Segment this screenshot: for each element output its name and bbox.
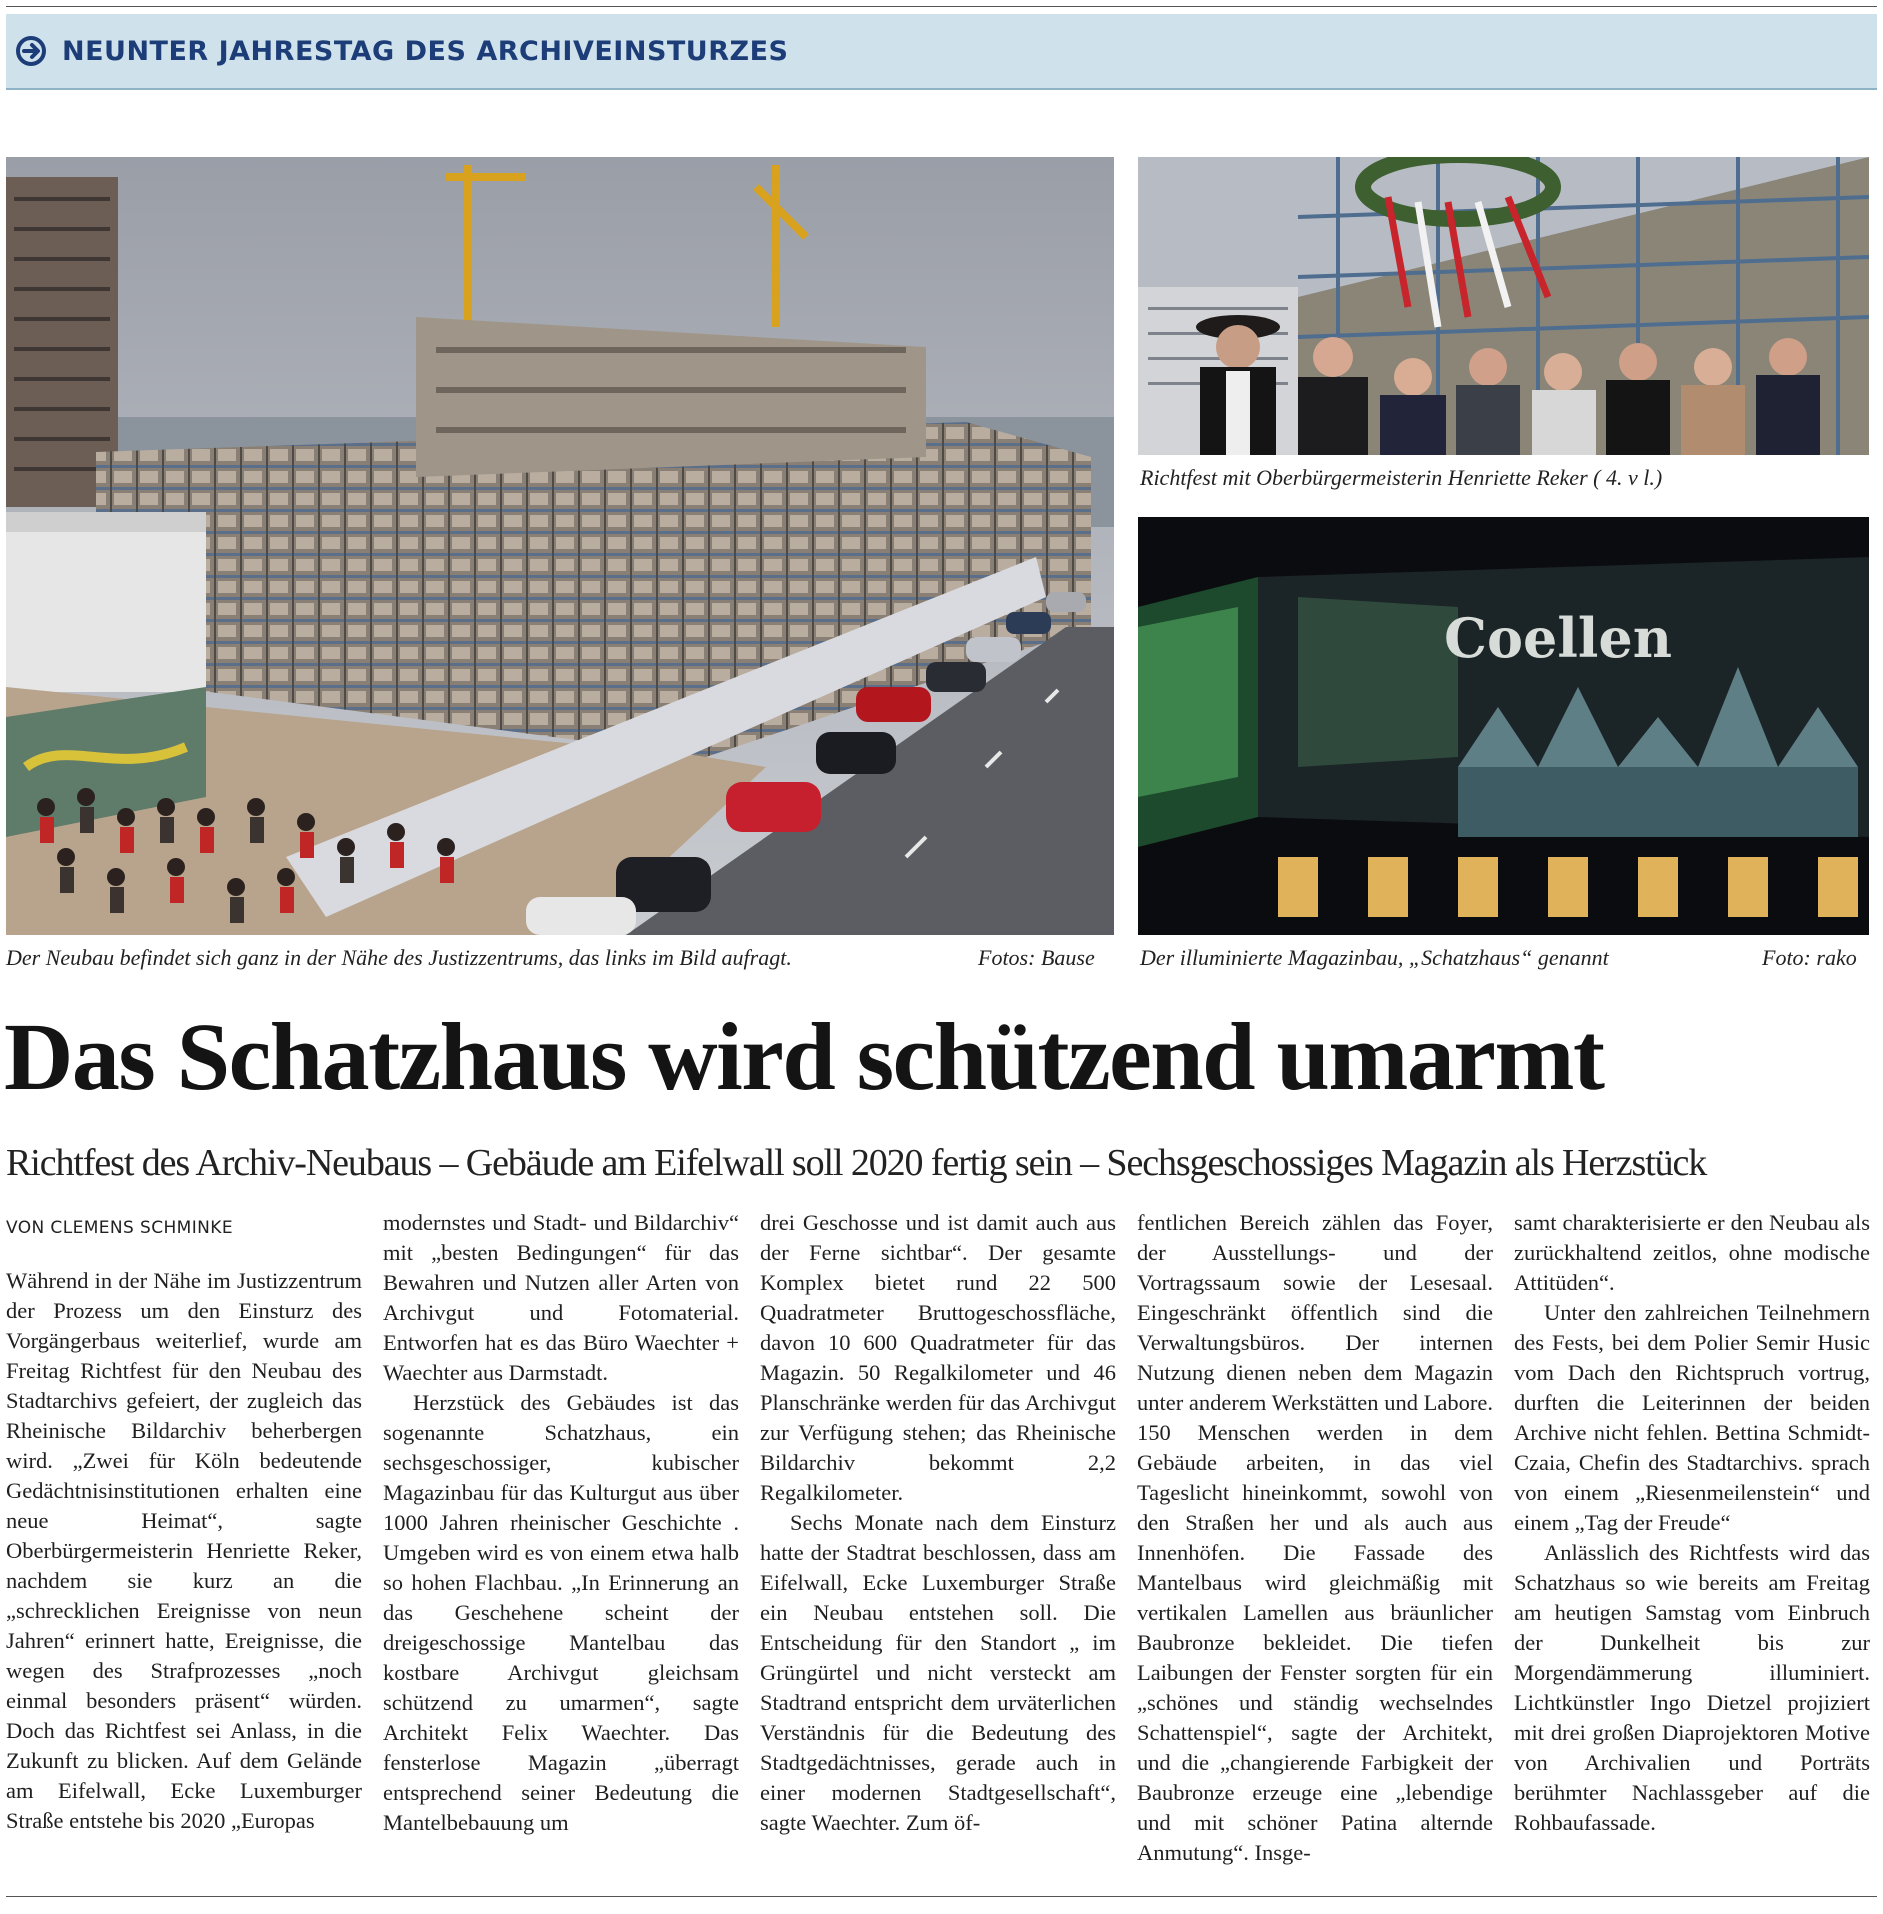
section-kicker-bar	[6, 14, 1877, 90]
paragraph: Während in der Nähe im Justizzentrum der Prozess um den Einsturz des Vorgängerbaus weiterlief, wurde am Freitag Richtfest für den Neubau des Stadtarchivs gefeiert, der zugleich das Rheinische Bildarchiv beherbergen wird. „Zwei für Köln bedeutende Gedächtnisinstitutionen erhalten eine neue Heimat“, sagte Oberbürgermeisterin Henriette Reker, nachdem sie kurz an die „schrecklichen Ereignisse von neun Jahren“ erinnert hatte, Ereignisse, die wegen des Strafprozesses „noch einmal besonders präsent“ würden. Doch das Richtfest sei Anlass, in die Zukunft zu blicken. Auf dem Gelände am Eifelwall, Ecke Luxemburger Straße entstehe bis 2020 „Europas	[6, 1268, 362, 1833]
article-column-5	[1514, 1208, 1870, 1838]
article-headline: Das Schatzhaus wird schützend umarmt	[4, 1003, 1604, 1110]
paragraph: Anlässlich des Richtfests wird das Schatzhaus so wie bereits am Freitag am heutigen Samstag vom Einbruch der Dunkelheit bis zur Morgendämmerung illuminiert. Lichtkünstler Ingo Dietzel projiziert mit drei großen Diaprojektoren Motive von Archivalien und Porträts berühmter Nachlassgeber auf die Rohbaufassade.	[1514, 1540, 1870, 1835]
illuminated-archive-photo	[1138, 517, 1869, 935]
top-rule	[6, 6, 1877, 7]
article-column-1	[6, 1266, 362, 1836]
main-photo-caption: Der Neubau befindet sich ganz in der Nähe des Justizzentrums, das links im Bild aufragt.	[6, 945, 792, 970]
section-kicker-text: NEUNTER JAHRESTAG DES ARCHIVEINSTURZES	[62, 35, 789, 67]
paragraph: Herzstück des Gebäudes ist das sogenannte Schatzhaus, ein sechsgeschossiger, kubischer Magazinbau für das Kulturgut aus über 1000 Jahren rheinischer Geschichte . Umgeben wird es von einem etwa halb so hohen Flachbau. „In Erinnerung an das Geschehene scheint der dreigeschossige Mantelbau das kostbare Archivgut gleichsam schützend zu umarmen“, sagte Architekt Felix Waechter. Das fensterlose Magazin „überragt entsprechend seiner Bedeutung die Mantelbebauung um	[383, 1390, 739, 1835]
construction-site-photo	[6, 157, 1114, 935]
paragraph: Sechs Monate nach dem Einsturz hatte der Stadtrat beschlossen, dass am Eifelwall, Ecke Luxemburger Straße ein Neubau entstehen soll. Die Entscheidung für den Standort „ im Grüngürtel und nicht versteckt am Stadtrand entspricht dem urväterlichen Verständnis für die Bedeutung des Stadtgedächtnisses, gerade auch in einer modernen Stadtgesellschaft“, sagte Waechter. Zum öf-	[760, 1510, 1116, 1835]
night-photo-credit: Foto: rako	[1762, 945, 1857, 970]
article-subheadline: Richtfest des Archiv-Neubaus – Gebäude am Eifelwall soll 2020 fertig sein – Sechsgeschossiges Magazin als Herzstück	[6, 1142, 1707, 1184]
projection-text: Coellen	[1444, 606, 1672, 670]
paragraph: samt charakterisierte er den Neubau als zurückhaltend zeitlos, ohne modische Attitüden“.	[1514, 1210, 1870, 1295]
richtfest-group-photo	[1138, 157, 1869, 455]
richtfest-caption: Richtfest mit Oberbürgermeisterin Henriette Reker ( 4. v l.)	[1140, 465, 1663, 490]
article-column-2	[383, 1208, 739, 1838]
main-photo-credit: Fotos: Bause	[978, 945, 1095, 970]
arrow-right-circle-icon	[16, 36, 46, 66]
paragraph: drei Geschosse und ist damit auch aus der Ferne sichtbar“. Der gesamte Komplex bietet rund 22 500 Quadratmeter Bruttogeschossfläche, davon 10 600 Quadratmeter für das Magazin. 50 Regalkilometer und 46 Planschränke werden für das Archivgut zur Verfügung stehen; das Rheinische Bildarchiv bekommt 2,2 Regalkilometer.	[760, 1210, 1116, 1505]
night-photo-caption: Der illuminierte Magazinbau, „Schatzhaus“ genannt	[1140, 945, 1609, 970]
article-byline: VON CLEMENS SCHMINKE	[6, 1218, 233, 1238]
paragraph: Unter den zahlreichen Teilnehmern des Fests, bei dem Polier Semir Husic vom Dach den Richtspruch vortrug, durften die Leiterinnen der beiden Archive nicht fehlen. Bettina Schmidt-Czaia, Chefin des Stadtarchivs. sprach von einem „Riesenmeilenstein“ und einem „Tag der Freude“	[1514, 1300, 1870, 1535]
paragraph: fentlichen Bereich zählen das Foyer, der Ausstellungs- und der Vortragssaum sowie der Lesesaal. Eingeschränkt öffentlich sind die Verwaltungsbüros. Der internen Nutzung dienen neben dem Magazin unter anderem Werkstätten und Labore. 150 Menschen werden in dem Gebäude arbeiten, in das viel Tageslicht hineinkommt, sowohl von den Straßen her und als auch aus Innenhöfen. Die Fassade des Mantelbaus wird gleichmäßig mit vertikalen Lamellen aus bräunlicher Baubronze bekleidet. Die tiefen Laibungen der Fenster sorgten für ein „schönes und ständig wechselndes Schattenspiel“, sagte der Architekt, und die „changierende Farbigkeit der Baubronze erzeuge eine „lebendige und mit schöner Patina alternde Anmutung“. Insge-	[1137, 1210, 1493, 1865]
bottom-rule	[6, 1896, 1877, 1897]
paragraph: modernstes und Stadt- und Bildarchiv“ mit „besten Bedingungen“ für das Bewahren und Nutzen aller Arten von Archivgut und Fotomaterial. Entworfen hat es das Büro Waechter + Waechter aus Darmstadt.	[383, 1210, 739, 1385]
article-column-4	[1137, 1208, 1493, 1868]
article-column-3	[760, 1208, 1116, 1838]
